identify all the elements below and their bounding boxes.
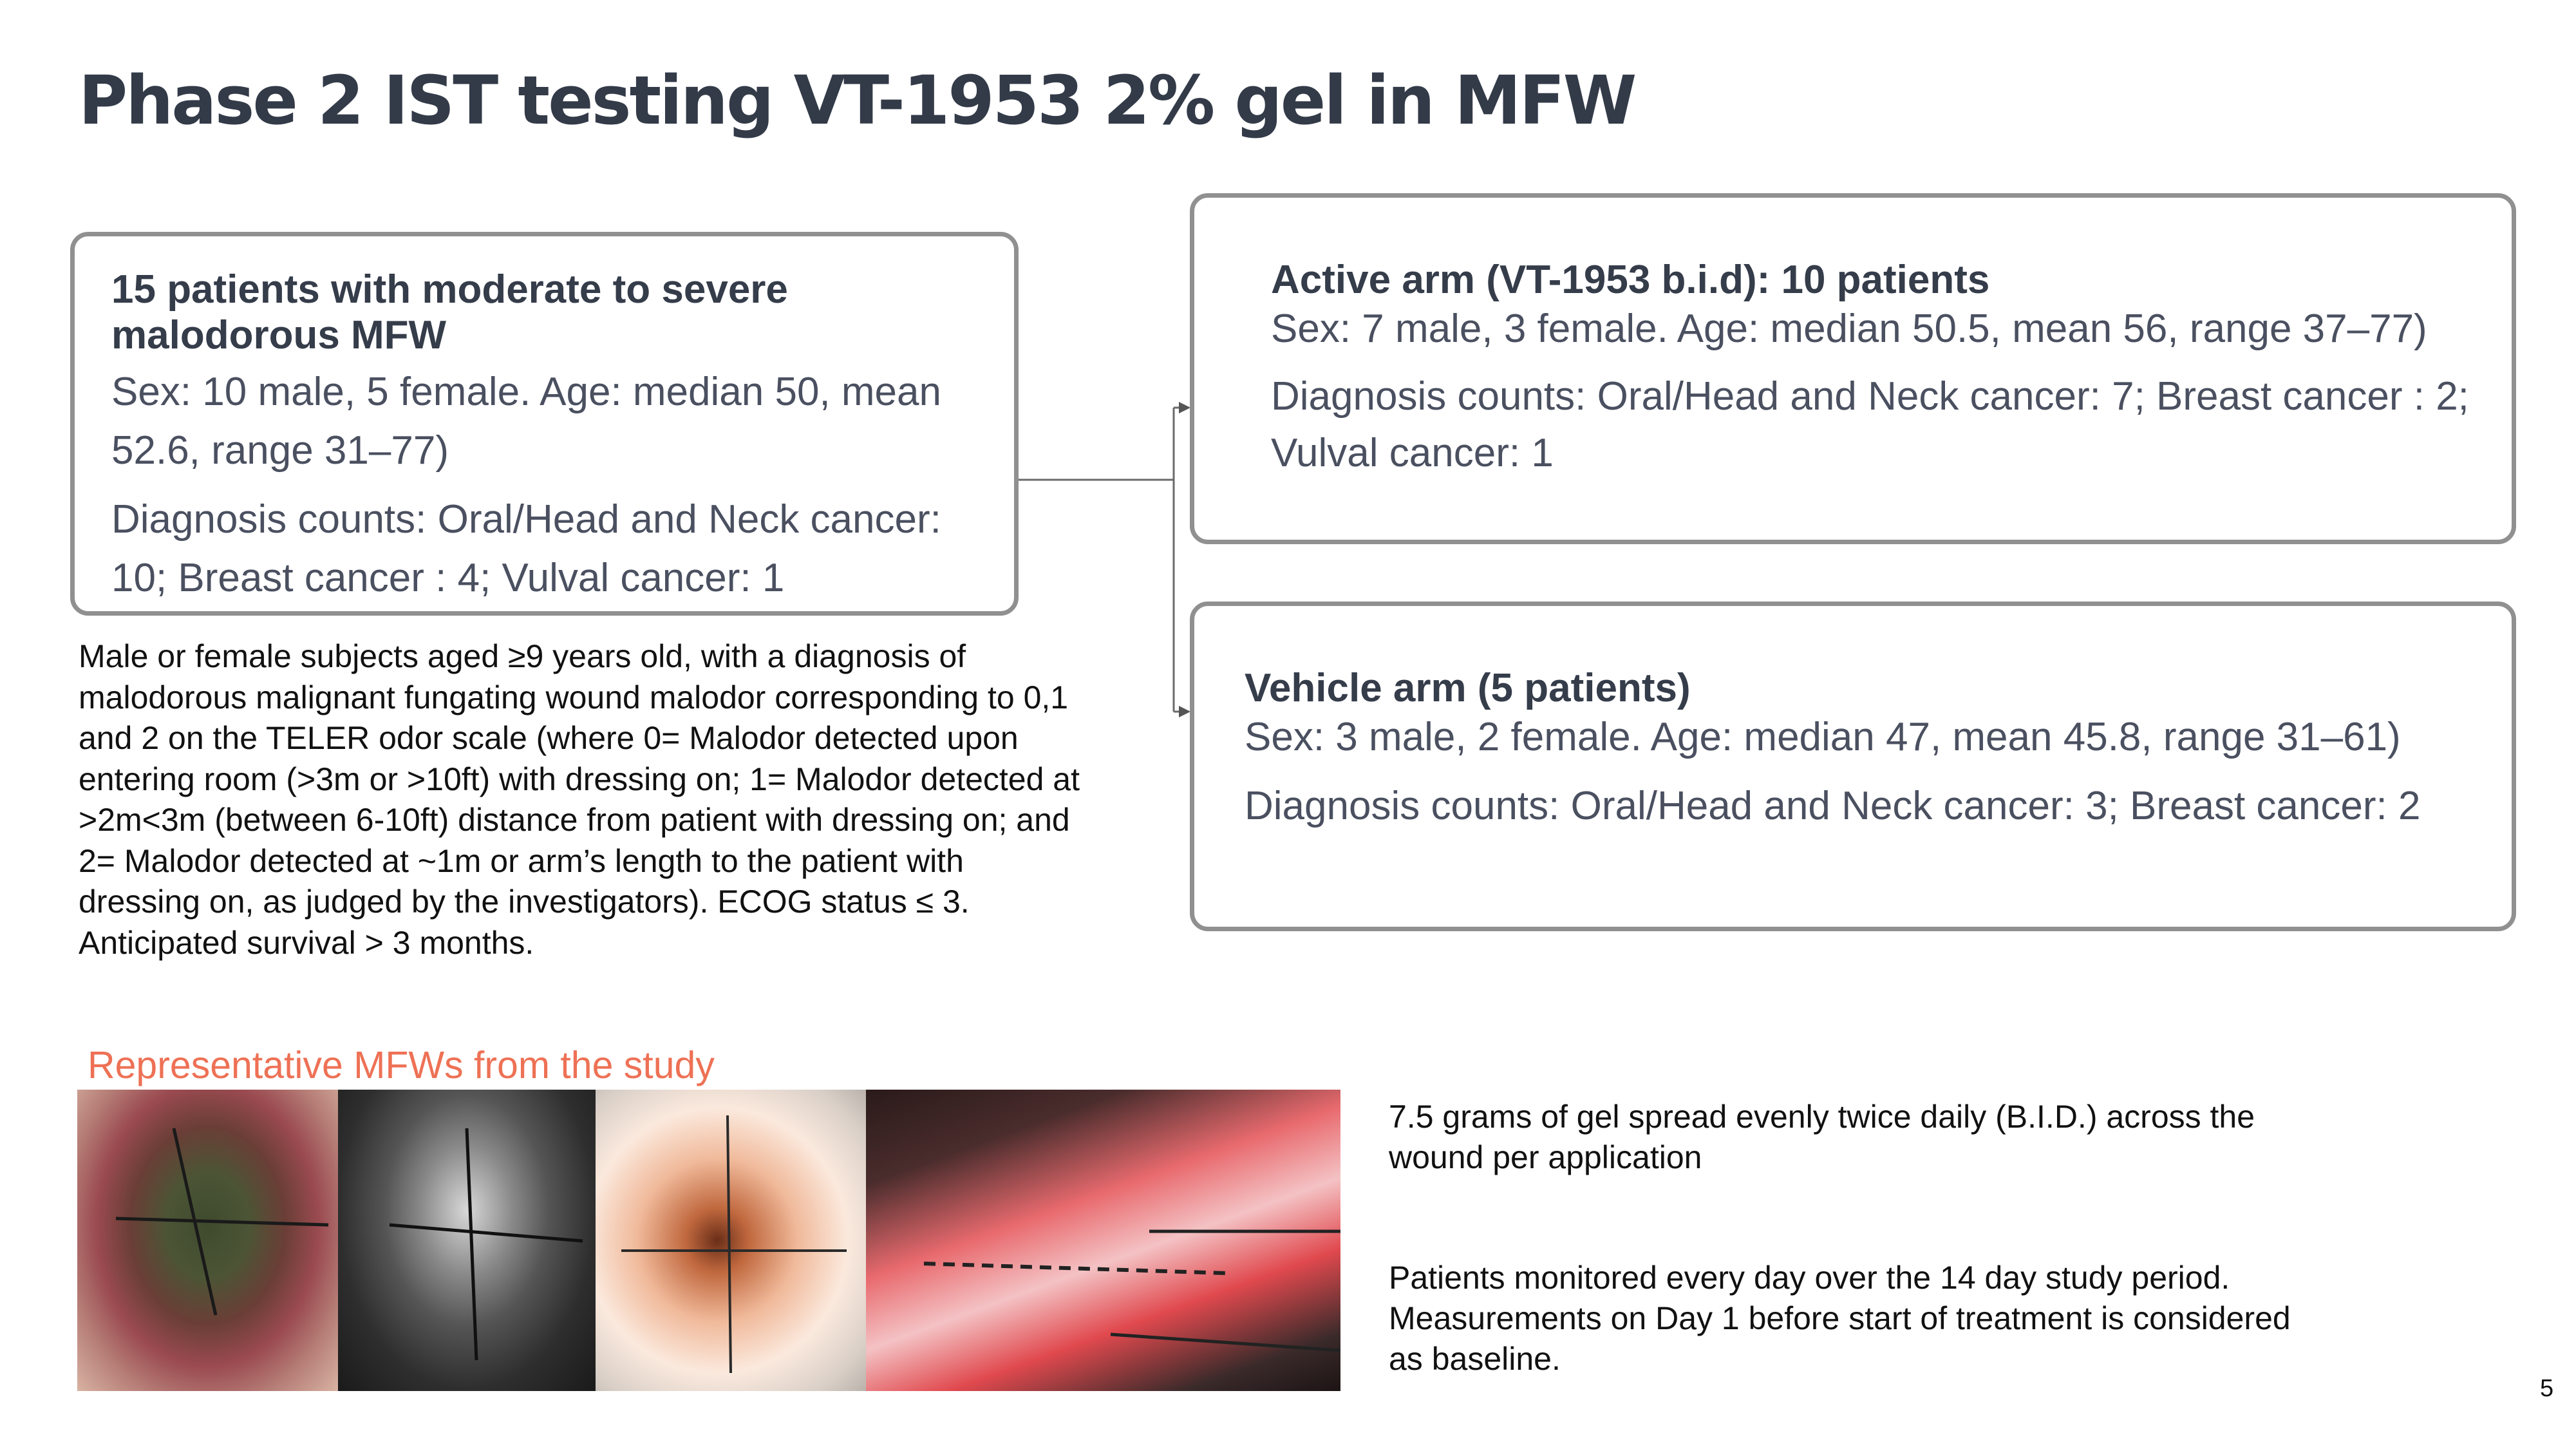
- vehicle-arm-demographics: Sex: 3 male, 2 female. Age: median 47, mean 45.8, range 31–61): [1245, 715, 2401, 760]
- enrolled-diagnosis: Diagnosis counts: Oral/Head and Neck cancer: 10; Breast cancer : 4; Vulval cancer: 1: [111, 497, 941, 600]
- enrolled-patients-box: [70, 232, 1019, 616]
- wound-photo-2: [338, 1090, 596, 1391]
- vehicle-arm-diagnosis: Diagnosis counts: Oral/Head and Neck cancer: 3; Breast cancer: 2: [1245, 784, 2421, 829]
- active-arm-heading: Active arm (VT-1953 b.i.d): 10 patients: [1271, 258, 1990, 302]
- active-arm-demographics: Sex: 7 male, 3 female. Age: median 50.5, mean 56, range 37–77): [1271, 307, 2427, 352]
- wound-photo-3: [596, 1090, 866, 1391]
- dosing-note: 7.5 grams of gel spread evenly twice daily (B.I.D.) across the wound per application: [1389, 1099, 2255, 1175]
- wound-photo-4: [866, 1090, 1340, 1391]
- enrolled-demographics: Sex: 10 male, 5 female. Age: median 50, mean 52.6, range 31–77): [111, 369, 941, 473]
- inclusion-criteria: Male or female subjects aged ≥9 years old, with a diagnosis of malodorous malignant fungating wound malodor corresponding to 0,1 and 2 on the TELER odor scale (where 0= Malodor detected upon entering room (>3m or >10ft) with dressing on; 1= Malodor detected at >2m<3m (between 6-10ft) distance from patient with dressing on; and 2= Malodor detected at ~1m or arm’s length to the patient with dressing on, as judged by the investigators). ECOG status ≤ 3. Anticipated survival > 3 months.: [79, 638, 1080, 961]
- page-number: 5: [2540, 1375, 2554, 1402]
- wound-photo-1: [77, 1090, 338, 1391]
- photos-caption: Representative MFWs from the study: [88, 1044, 715, 1086]
- vehicle-arm-heading: Vehicle arm (5 patients): [1245, 666, 1691, 710]
- vehicle-arm-box: [1190, 601, 2516, 931]
- slide-title: Phase 2 IST testing VT-1953 2% gel in MFW: [79, 61, 1635, 140]
- monitoring-note: Patients monitored every day over the 14 day study period. Measurements on Day 1 before start of treatment is considered as baseline.: [1389, 1260, 2291, 1377]
- active-arm-box: [1190, 193, 2516, 544]
- enrolled-heading: 15 patients with moderate to severe malodorous MFW: [111, 267, 788, 358]
- active-arm-diagnosis: Diagnosis counts: Oral/Head and Neck cancer: 7; Breast cancer : 2; Vulval cancer: 1: [1271, 374, 2469, 476]
